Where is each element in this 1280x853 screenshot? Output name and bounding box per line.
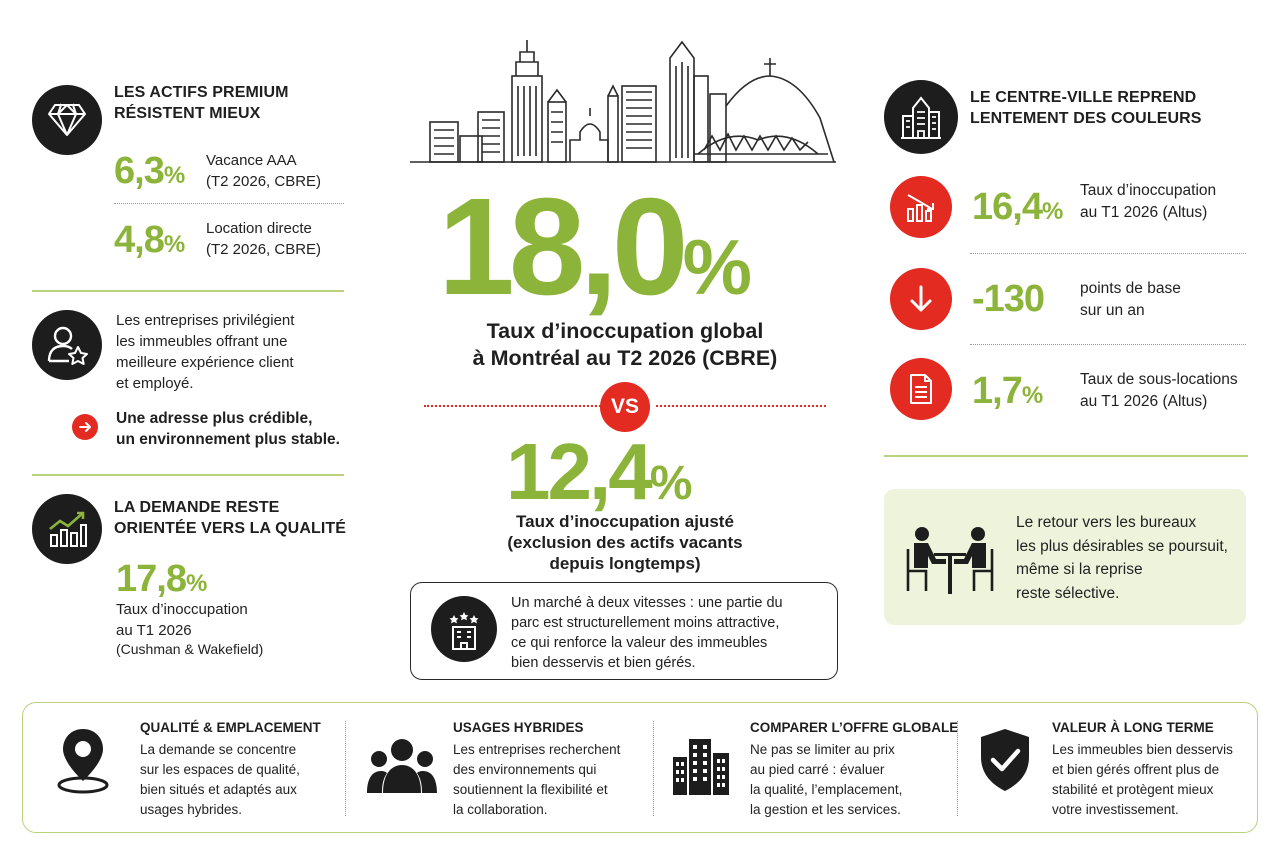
divider	[970, 253, 1246, 254]
shield-check-icon	[977, 727, 1033, 793]
demand-value: 17,8%	[116, 558, 208, 600]
building-stars-icon	[431, 596, 497, 662]
return-to-office-text: Le retour vers les bureaux les plus désirables se poursuit, même si la reprise reste sélective.	[1016, 514, 1228, 602]
divider	[970, 344, 1246, 345]
downtown-basis-points-value: -130	[972, 278, 1045, 320]
divider	[32, 290, 344, 292]
bottom-item-quality-text: La demande se concentre sur les espaces de qualité, bien situés et adaptés aux usages hybrides.	[140, 742, 300, 817]
downtown-buildings-icon	[884, 80, 958, 154]
divider	[32, 474, 344, 476]
bottom-item-compare-title: COMPARER L’OFFRE GLOBALE	[750, 720, 959, 735]
premium-stat-direct-value: 4,8%	[114, 219, 186, 261]
user-star-icon	[32, 310, 102, 380]
bottom-item-hybrid-text: Les entreprises recherchent des environnements qui soutiennent la flexibilité et la collaboration.	[453, 742, 621, 817]
premium-stat-direct-label: Location directe (T2 2026, CBRE)	[206, 220, 322, 258]
growth-chart-icon	[32, 494, 102, 564]
divider	[957, 721, 958, 816]
premium-title: LES ACTIFS PREMIUM RÉSISTENT MIEUX	[114, 84, 289, 122]
montreal-skyline-illustration	[408, 36, 840, 166]
document-icon	[890, 358, 952, 420]
bottom-item-compare-text: Ne pas se limiter au prix au pied carré : évaluer la qualité, l’emplacement, la gestion et les services.	[750, 742, 903, 817]
vs-badge: VS	[600, 382, 650, 432]
return-to-office-panel	[884, 489, 1246, 625]
downtown-sublease-label: Taux de sous-locations au T1 2026 (Altus)	[1080, 371, 1238, 410]
vs-divider-right	[656, 405, 826, 407]
two-speed-note	[410, 582, 838, 680]
right-column	[870, 0, 1270, 690]
declining-bars-icon	[890, 176, 952, 238]
experience-text: Les entreprises privilégient les immeubles offrant une meilleure expérience client et employé.	[116, 312, 295, 392]
bottom-item-value-text: Les immeubles bien desservis et bien gérés offrent plus de stabilité et protègent mieux votre investissement.	[1052, 742, 1233, 817]
main-vacancy-label: Taux d’inoccupation global à Montréal au T2 2026 (CBRE)	[472, 319, 778, 370]
vs-divider-left	[424, 405, 604, 407]
people-group-icon	[367, 737, 437, 795]
two-speed-note-text: Un marché à deux vitesses : une partie du parc est structurellement moins attractive, ce qui renforce la valeur des immeubles bien desservis et bien gérés.	[511, 595, 783, 671]
office-buildings-icon	[673, 737, 729, 795]
premium-stat-aaa-value: 6,3%	[114, 150, 186, 192]
divider	[345, 721, 346, 816]
downtown-title: LE CENTRE-VILLE REPREND LENTEMENT DES COULEURS	[970, 89, 1202, 127]
adjusted-vacancy-value: 12,4%	[506, 427, 693, 516]
bottom-item-quality-title: QUALITÉ & EMPLACEMENT	[140, 720, 321, 735]
downtown-vacancy-value: 16,4%	[972, 186, 1064, 228]
divider	[114, 203, 344, 204]
main-vacancy-value: 18,0%	[438, 170, 752, 324]
bottom-item-hybrid-title: USAGES HYBRIDES	[453, 720, 584, 735]
downtown-sublease-value: 1,7%	[972, 370, 1044, 412]
arrow-down-icon	[890, 268, 952, 330]
diamond-icon	[32, 85, 102, 155]
divider	[884, 455, 1248, 457]
meeting-people-icon	[904, 525, 996, 597]
demand-source: (Cushman & Wakefield)	[116, 641, 264, 657]
center-column	[400, 0, 850, 690]
bottom-summary-panel	[22, 702, 1258, 833]
location-pin-icon	[53, 725, 113, 797]
adjusted-vacancy-label: Taux d’inoccupation ajusté (exclusion des actifs vacants depuis longtemps)	[507, 512, 743, 573]
demand-label: Taux d’inoccupation au T1 2026	[116, 601, 248, 639]
demand-title: LA DEMANDE RESTE ORIENTÉE VERS LA QUALITÉ	[114, 499, 347, 537]
experience-highlight: Une adresse plus crédible, un environnement plus stable.	[116, 410, 340, 448]
divider	[653, 721, 654, 816]
downtown-basis-points-label: points de base sur un an	[1080, 280, 1181, 319]
bottom-item-value-title: VALEUR À LONG TERME	[1052, 720, 1214, 735]
left-column	[0, 0, 360, 690]
arrow-right-icon	[72, 414, 98, 440]
downtown-vacancy-label: Taux d’inoccupation au T1 2026 (Altus)	[1080, 182, 1217, 221]
premium-stat-aaa-label: Vacance AAA (T2 2026, CBRE)	[206, 152, 322, 190]
